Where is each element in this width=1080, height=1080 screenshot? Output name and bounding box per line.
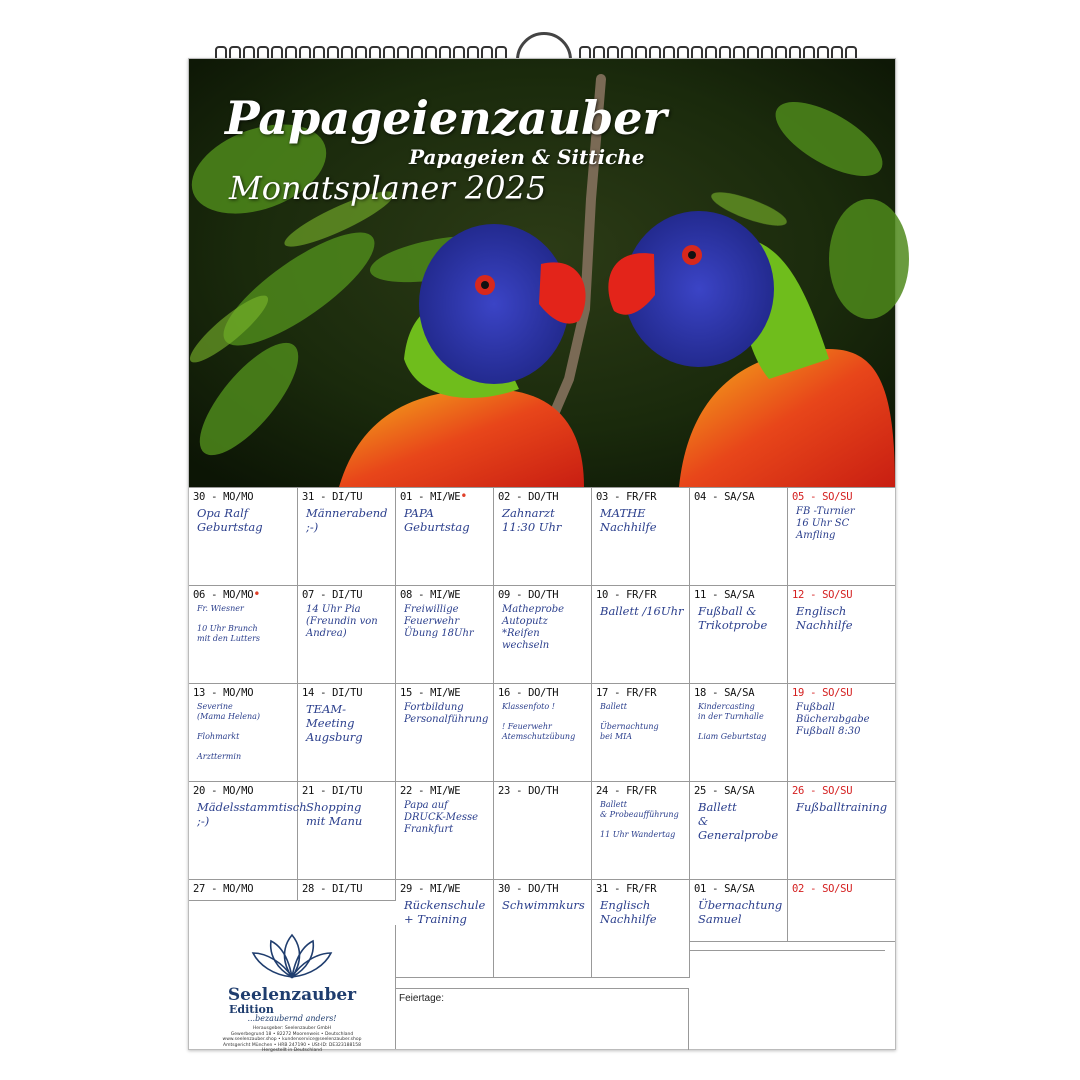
day-cell[interactable] [494,880,592,978]
day-header [396,782,493,797]
parrot-photo [189,59,895,487]
day-note: Englisch Nachhilfe [796,604,853,632]
day-cell[interactable] [788,586,895,684]
day-header [396,586,493,601]
planner-year-title: Monatsplaner 2025 [229,169,547,207]
day-header [298,488,395,503]
calendar-subtitle: Papageien & Sittiche [409,145,645,169]
day-header [494,488,591,503]
day-label: 02 - DO/TH [498,491,559,503]
day-cell[interactable] [189,880,298,901]
day-cell[interactable] [788,488,895,586]
day-label: 06 - MO/MO [193,589,254,601]
day-cell[interactable] [396,488,494,586]
day-note: TEAM-Meeting Augsburg [306,702,363,744]
day-label: 03 - FR/FR [596,491,657,503]
day-note: Fußball & Trikotprobe [698,604,768,632]
day-cell[interactable] [494,586,592,684]
day-label: 15 - MI/WE [400,687,461,699]
brand-edition: Edition [229,1003,274,1016]
day-header [690,488,787,503]
day-note: Fortbildung Personalführung [404,702,489,725]
day-label: 31 - FR/FR [596,883,657,895]
day-label: 28 - DI/TU [302,883,363,895]
day-note: Freiwillige Feuerwehr Übung 18Uhr [404,604,474,639]
day-header [298,586,395,601]
day-header [396,488,493,503]
day-note: Ballett & Generalprobe [698,800,779,842]
imprint-line: www.seelenzauber.shop • kundenservice@seelenzauber.shop [222,1037,362,1042]
day-label: 12 - SO/SU [792,589,853,601]
day-note: PAPA Geburtstag [404,506,470,534]
imprint-line: Hergestellt in Deutschland [262,1048,322,1053]
holidays-label: Feiertage: [399,993,445,1004]
day-cell[interactable] [690,880,788,942]
imprint-line: Gewerbegrund 18 • 82272 Moorenweis • Deutschland [230,1031,354,1037]
publisher-logo-block [189,925,396,1053]
day-note: Fr. Wiesner 10 Uhr Brunch mit den Lutters [197,604,261,643]
day-cell[interactable] [788,782,895,880]
day-header [494,782,591,797]
day-header [396,684,493,699]
day-label: 19 - SO/SU [792,687,853,699]
day-cell[interactable] [592,488,690,586]
day-note: Ballett Übernachtung bei MIA [600,702,659,741]
day-header [592,880,689,895]
day-note: Severine (Mama Helena) Flohmarkt Arzttermin [197,702,261,761]
day-label: 16 - DO/TH [498,687,559,699]
day-label: 22 - MI/WE [400,785,461,797]
day-header [592,586,689,601]
day-cell[interactable] [592,782,690,880]
day-header [189,782,297,797]
day-label: 30 - MO/MO [193,491,254,503]
day-note: Ballett /16Uhr [600,604,684,618]
calendar-grid [189,487,895,1053]
brand-tagline: ...bezaubernd anders! [247,1014,337,1023]
day-label: 31 - DI/TU [302,491,363,503]
day-header [298,782,395,797]
day-label: 04 - SA/SA [694,491,755,503]
day-label: 11 - SA/SA [694,589,755,601]
day-note: Übernachtung Samuel [698,898,783,926]
day-cell[interactable] [189,488,298,586]
day-cell[interactable] [298,488,396,586]
day-header [494,880,591,895]
day-note: Männerabend ;-) [306,506,388,534]
day-header [788,488,895,503]
day-label: 20 - MO/MO [193,785,254,797]
day-label: 08 - MI/WE [400,589,461,601]
day-cell[interactable] [298,782,396,880]
holidays-box[interactable] [395,988,689,1050]
day-label: 29 - MI/WE [400,883,461,895]
day-cell[interactable] [189,684,298,782]
imprint [189,1026,395,1054]
day-header [189,488,297,503]
day-note: 14 Uhr Pia (Freundin von Andrea) [306,604,378,639]
day-cell[interactable] [690,488,788,586]
calendar-page [188,58,896,1053]
day-cell[interactable] [298,880,396,901]
day-cell[interactable] [298,586,396,684]
day-header [690,684,787,699]
day-label: 17 - FR/FR [596,687,657,699]
day-label: 18 - SA/SA [694,687,755,699]
day-label: 13 - MO/MO [193,687,254,699]
day-header [788,684,895,699]
day-header [690,880,787,895]
day-note: Kindercasting in der Turnhalle Liam Geburtstag [698,702,767,741]
day-cell[interactable] [494,488,592,586]
day-cell[interactable] [690,586,788,684]
day-note: Ballett & Probeaufführung 11 Uhr Wandertag [600,800,679,839]
day-cell[interactable] [189,782,307,880]
day-cell[interactable] [592,684,690,782]
day-label: 26 - SO/SU [792,785,853,797]
day-cell[interactable] [396,880,494,978]
day-note: Englisch Nachhilfe [600,898,657,926]
day-header [788,586,895,601]
lotus-logo-icon [247,933,337,979]
day-cell[interactable] [690,782,788,880]
day-label: 30 - DO/TH [498,883,559,895]
day-note: FB -Turnier 16 Uhr SC Amfling [796,506,855,541]
day-cell[interactable] [396,684,494,782]
day-note: Shopping mit Manu [306,800,363,828]
day-header [690,782,787,797]
day-note: Mädelsstammtisch ;-) [197,800,307,828]
holiday-dot-icon: • [253,587,261,601]
blank-area [689,950,885,1050]
day-label: 25 - SA/SA [694,785,755,797]
day-cell[interactable] [788,684,895,782]
day-label: 23 - DO/TH [498,785,559,797]
day-cell[interactable] [396,586,494,684]
day-header [298,684,395,699]
day-note: Opa Ralf Geburtstag [197,506,263,534]
day-header [189,684,297,699]
day-note: MATHE Nachhilfe [600,506,657,534]
brand-name: Seelenzauber [227,985,357,1005]
day-label: 05 - SO/SU [792,491,853,503]
day-header [494,586,591,601]
day-label: 01 - MI/WE [400,491,461,503]
imprint-line: Herausgeber: Seelenzauber GmbH [252,1026,332,1031]
day-cell[interactable] [788,880,895,942]
day-cell[interactable] [189,586,298,684]
day-cell[interactable] [690,684,788,782]
day-label: 07 - DI/TU [302,589,363,601]
day-header [592,488,689,503]
day-label: 27 - MO/MO [193,883,254,895]
calendar-title: Papageienzauber [225,91,667,145]
day-label: 14 - DI/TU [302,687,363,699]
day-header [690,586,787,601]
day-label: 21 - DI/TU [302,785,363,797]
day-note: Schwimmkurs [502,898,585,912]
day-cell[interactable] [592,880,690,978]
day-header [189,880,297,895]
day-header [298,880,395,895]
day-cell[interactable] [592,586,690,684]
day-note: Papa auf DRUCK-Messe Frankfurt [404,800,479,835]
day-header [788,880,895,895]
day-label: 02 - SO/SU [792,883,853,895]
day-header [494,684,591,699]
day-cell[interactable] [396,782,494,880]
day-header [592,684,689,699]
day-label: 24 - FR/FR [596,785,657,797]
day-cell[interactable] [298,684,396,782]
day-header [396,880,493,895]
day-note: Fußball Bücherabgabe Fußball 8:30 [796,702,870,737]
imprint-line: Amtsgericht München • HRB 247190 • USt-ID: DE323188158 [223,1042,361,1048]
day-header [788,782,895,797]
day-note: Klassenfoto ! ! Feuerwehr Atemschutzübung [502,702,576,741]
day-label: 09 - DO/TH [498,589,559,601]
holiday-dot-icon: • [460,489,468,503]
day-label: 10 - FR/FR [596,589,657,601]
day-note: Rückenschule + Training [404,898,486,926]
day-label: 01 - SA/SA [694,883,755,895]
day-cell[interactable] [494,684,592,782]
day-cell[interactable] [494,782,592,880]
day-header [189,586,297,601]
day-note: Matheprobe Autoputz *Reifen wechseln [502,604,565,651]
day-header [592,782,689,797]
day-note: Fußballtraining [796,800,888,814]
day-note: Zahnarzt 11:30 Uhr [502,506,562,534]
